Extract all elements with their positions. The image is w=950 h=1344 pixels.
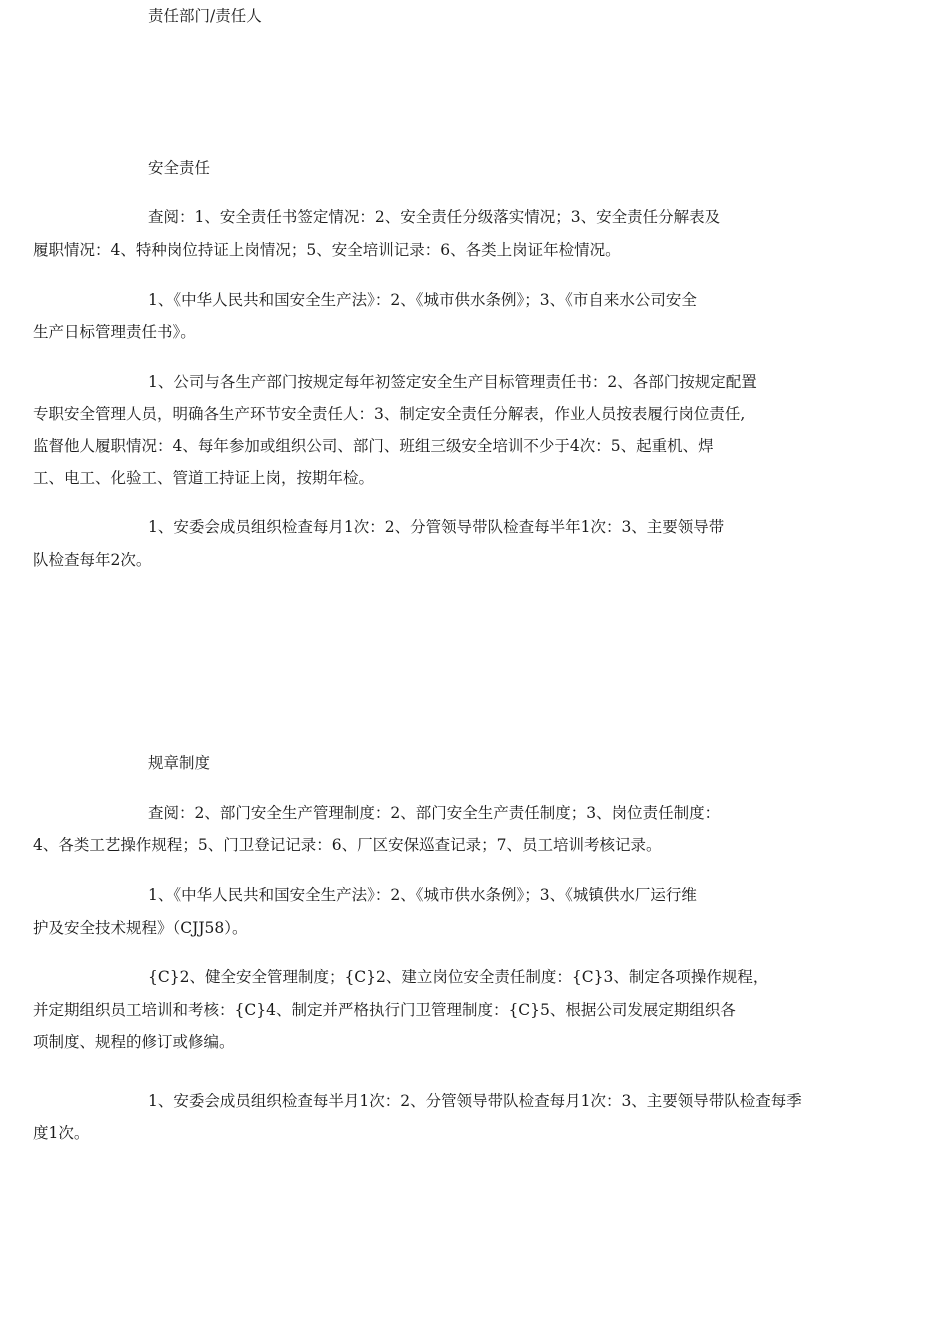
paragraph-line: 1、《中华人民共和国安全生产法》：2、《城市供水条例》；3、《城镇供水厂运行维: [148, 886, 697, 904]
paragraph-line: 项制度、规程的修订或修编。: [33, 1033, 235, 1051]
paragraph-line: 工、电工、化验工、管道工持证上岗，按期年检。: [33, 469, 375, 487]
paragraph-line: 4、各类工艺操作规程；5、门卫登记记录：6、厂区安保巡查记录；7、员工培训考核记录。: [33, 836, 662, 854]
paragraph-line: 专职安全管理人员，明确各生产环节安全责任人：3、制定安全责任分解表，作业人员按表履行岗位责任,: [33, 405, 746, 423]
section-title-safety-responsibility: 安全责任: [148, 159, 211, 177]
paragraph-line: {C}2、健全安全管理制度；{C}2、建立岗位安全责任制度：{C}3、制定各项操作规程，: [148, 968, 769, 986]
paragraph-line: 查阅：1、安全责任书签定情况：2、安全责任分级落实情况；3、安全责任分解表及: [148, 208, 721, 226]
paragraph-line: 生产日标管理责任书》。: [33, 323, 196, 341]
responsible-dept-label: 责任部门/责任人: [148, 7, 262, 25]
paragraph-line: 1、安委会成员组织检查每半月1次：2、分管领导带队检查每月1次：3、主要领导带队检查每季: [148, 1092, 802, 1110]
paragraph-line: 护及安全技术规程》（CJJ58）。: [33, 919, 248, 937]
paragraph-line: 度1次。: [33, 1124, 90, 1142]
paragraph-line: 查阅：2、部门安全生产管理制度：2、部门安全生产责任制度；3、岗位责任制度：: [148, 804, 721, 822]
paragraph-line: 履职情况：4、特种岗位持证上岗情况；5、安全培训记录：6、各类上岗证年检情况。: [33, 241, 621, 259]
paragraph-line: 1、《中华人民共和国安全生产法》：2、《城市供水条例》；3、《市自来水公司安全: [148, 291, 697, 309]
paragraph-line: 1、安委会成员组织检查每月1次：2、分管领导带队检查每半年1次：3、主要领导带: [148, 518, 725, 536]
section-title-rules-regulations: 规章制度: [148, 754, 211, 772]
paragraph-line: 监督他人履职情况：4、每年参加或组织公司、部门、班组三级安全培训不少于4次：5、起重机、焊: [33, 437, 714, 455]
paragraph-line: 队检查每年2次。: [33, 551, 152, 569]
paragraph-line: 并定期组织员工培训和考核：{C}4、制定并严格执行门卫管理制度：{C}5、根据公司发展定期组织各: [33, 1001, 736, 1019]
paragraph-line: 1、公司与各生产部门按规定每年初签定安全生产目标管理责任书：2、各部门按规定配置: [148, 373, 757, 391]
